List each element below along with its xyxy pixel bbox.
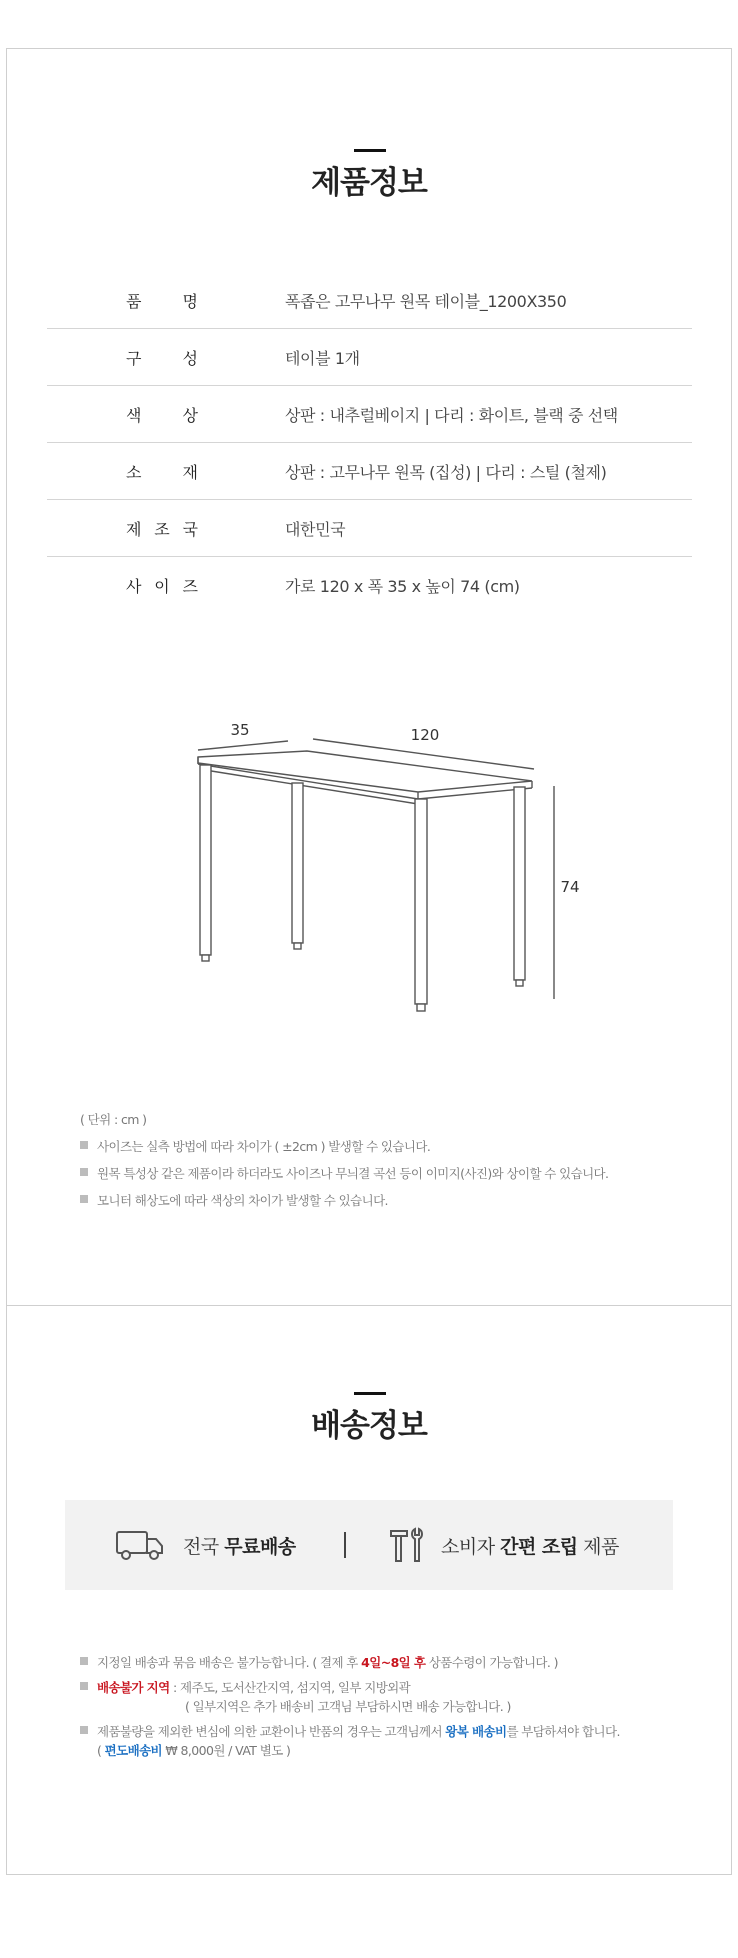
note-item: 배송불가 지역 : 제주도, 도서산간지역, 섬지역, 일부 지방외곽	[80, 1678, 620, 1697]
spec-value: 상판 : 고무나무 원목 (집성) | 다리 : 스틸 (철제)	[285, 462, 607, 482]
easy-assembly-item	[387, 1500, 619, 1590]
spec-value: 테이블 1개	[285, 348, 360, 368]
note-item: 지정일 배송과 묶음 배송은 불가능합니다. ( 결제 후 4일~8일 후 상품수령이 가능합니다. )	[80, 1653, 620, 1672]
easy-assembly-bold: 간편 조립	[500, 1535, 578, 1558]
spec-row-material	[47, 443, 692, 500]
easy-assembly-suffix: 제품	[577, 1535, 619, 1558]
note-item: 사이즈는 실측 방법에 따라 차이가 ( ±2cm ) 발생할 수 있습니다.	[80, 1137, 608, 1155]
spec-table	[47, 272, 692, 613]
section-divider	[6, 1305, 732, 1306]
note-subline: ( 편도배송비 ₩ 8,000원 / VAT 별도 )	[97, 1743, 291, 1758]
free-shipping-prefix: 전국	[183, 1535, 225, 1558]
spec-label: 제 조 국	[126, 519, 198, 539]
dimension-depth-label: 35	[230, 721, 250, 739]
spec-row-color	[47, 386, 692, 443]
table-dimension-diagram	[0, 700, 738, 1040]
spec-row-composition	[47, 329, 692, 386]
title-accent-bar	[354, 1392, 386, 1395]
spec-value: 대한민국	[285, 519, 346, 539]
free-shipping-item	[115, 1500, 296, 1590]
spec-value: 가로 120 x 폭 35 x 높이 74 (cm)	[285, 576, 520, 596]
spec-row-origin	[47, 500, 692, 557]
shipping-info-title: 배송정보	[311, 1408, 427, 1444]
dimension-width-label: 120	[410, 726, 440, 744]
note-item: 원목 특성상 같은 제품이라 하더라도 사이즈나 무늬결 곡선 등이 이미지(사진)와 상이할 수 있습니다.	[80, 1164, 608, 1182]
note-item: 모니터 해상도에 따라 색상의 차이가 발생할 수 있습니다.	[80, 1191, 608, 1209]
product-info-title: 제품정보	[311, 165, 427, 201]
spec-value: 폭좁은 고무나무 원목 테이블_1200X350	[285, 291, 567, 311]
round-trip-fee-highlight: 왕복 배송비	[445, 1724, 507, 1739]
free-shipping-bold: 무료배송	[224, 1535, 296, 1558]
spec-label: 사 이 즈	[126, 576, 198, 596]
delivery-days-highlight: 4일~8일 후	[361, 1655, 426, 1670]
unit-note: ( 단위 : cm )	[80, 1112, 147, 1127]
spec-label: 소 재	[126, 462, 198, 482]
dimension-height-label: 74	[560, 878, 580, 896]
truck-icon	[115, 1528, 165, 1562]
banner-separator	[344, 1532, 346, 1558]
tools-icon	[387, 1525, 427, 1565]
spec-label: 구 성	[126, 348, 198, 368]
title-accent-bar	[354, 149, 386, 152]
no-delivery-area-label: 배송불가 지역	[97, 1680, 170, 1695]
spec-value: 상판 : 내추럴베이지 | 다리 : 화이트, 블랙 중 선택	[285, 405, 618, 425]
spec-label: 색 상	[126, 405, 198, 425]
spec-row-name	[47, 272, 692, 329]
note-subline: ( 일부지역은 추가 배송비 고객님 부담하시면 배송 가능합니다. )	[185, 1699, 511, 1714]
one-way-fee-highlight: 편도배송비	[104, 1743, 163, 1758]
spec-label: 품 명	[126, 291, 198, 311]
table-drawing	[198, 739, 554, 1011]
spec-row-size	[47, 557, 692, 613]
shipping-banner	[65, 1500, 673, 1590]
easy-assembly-prefix: 소비자	[441, 1535, 501, 1558]
shipping-notes	[80, 1653, 620, 1760]
note-item: 제품불량을 제외한 변심에 의한 교환이나 반품의 경우는 고객님께서 왕복 배송비를 부담하셔야 합니다.	[80, 1722, 620, 1741]
product-notes	[80, 1110, 608, 1218]
